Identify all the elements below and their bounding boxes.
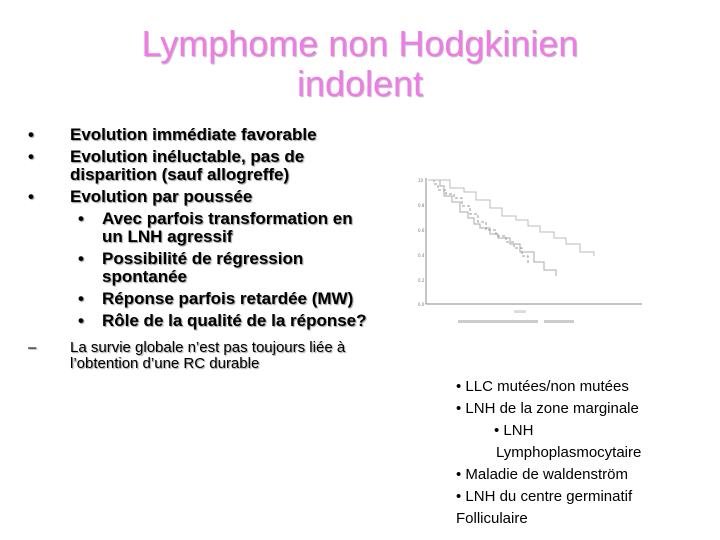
right-line: • LNH du centre germinatif [456, 488, 633, 505]
bullet-text: Avec parfois transformation en un LNH agressif [102, 209, 353, 246]
bullet-text: Evolution immédiate favorable [70, 125, 317, 144]
y-tick-label: 0.0 [418, 302, 425, 307]
bullet-marker: • [28, 147, 34, 166]
y-tick-label: 0.8 [418, 203, 425, 208]
bullet-marker: • [78, 289, 84, 308]
dash-marker: – [28, 339, 37, 356]
y-tick-label: 10 [418, 178, 424, 183]
right-line: • LNH de la zone marginale [456, 400, 639, 417]
bullet-text: Réponse parfois retardée (MW) [102, 289, 354, 308]
survival-curve-image [410, 172, 648, 334]
right-line: • LNH [494, 422, 534, 439]
title-line-2: indolent [296, 63, 424, 104]
bullet-item [28, 148, 368, 184]
legend-bar [544, 320, 574, 323]
bullet-marker: • [28, 187, 34, 206]
legend-bar [458, 320, 538, 323]
bullet-text: Evolution inéluctable, pas de disparition (sauf allogreffe) [70, 147, 305, 184]
title-line-1: Lymphome non Hodgkinien [141, 23, 579, 64]
left-bullet-list [28, 126, 368, 372]
right-line: • Maladie de waldenström [456, 466, 629, 483]
right-line: • LLC mutées/non mutées [456, 378, 629, 395]
dash-text: La survie globale n’est pas toujours liée à l’obtention d’une RC durable [70, 339, 346, 372]
sub-bullet-item [28, 312, 368, 330]
slide-title [60, 24, 660, 104]
right-line: Lymphoplasmocytaire [496, 444, 642, 461]
sub-bullet-item [28, 290, 368, 308]
bullet-item [28, 188, 368, 206]
y-tick-label: 0.6 [418, 228, 425, 233]
sub-bullet-item [28, 210, 368, 246]
bullet-marker: • [78, 249, 84, 268]
dash-item [28, 340, 368, 372]
bullet-text: Rôle de la qualité de la réponse? [102, 311, 367, 330]
bullet-marker: • [78, 311, 84, 330]
bullet-text: Possibilité de régression spontanée [102, 249, 304, 286]
right-line: Folliculaire [456, 510, 528, 527]
y-tick-label: 0.4 [418, 253, 425, 258]
bullet-item [28, 126, 368, 144]
sub-bullet-item [28, 250, 368, 286]
right-text-block [456, 376, 706, 530]
bullet-text: Evolution par poussée [70, 187, 253, 206]
y-tick-label: 0.2 [418, 278, 425, 283]
x-axis-label-bar [514, 310, 526, 313]
bullet-marker: • [78, 209, 84, 228]
bullet-marker: • [28, 125, 34, 144]
